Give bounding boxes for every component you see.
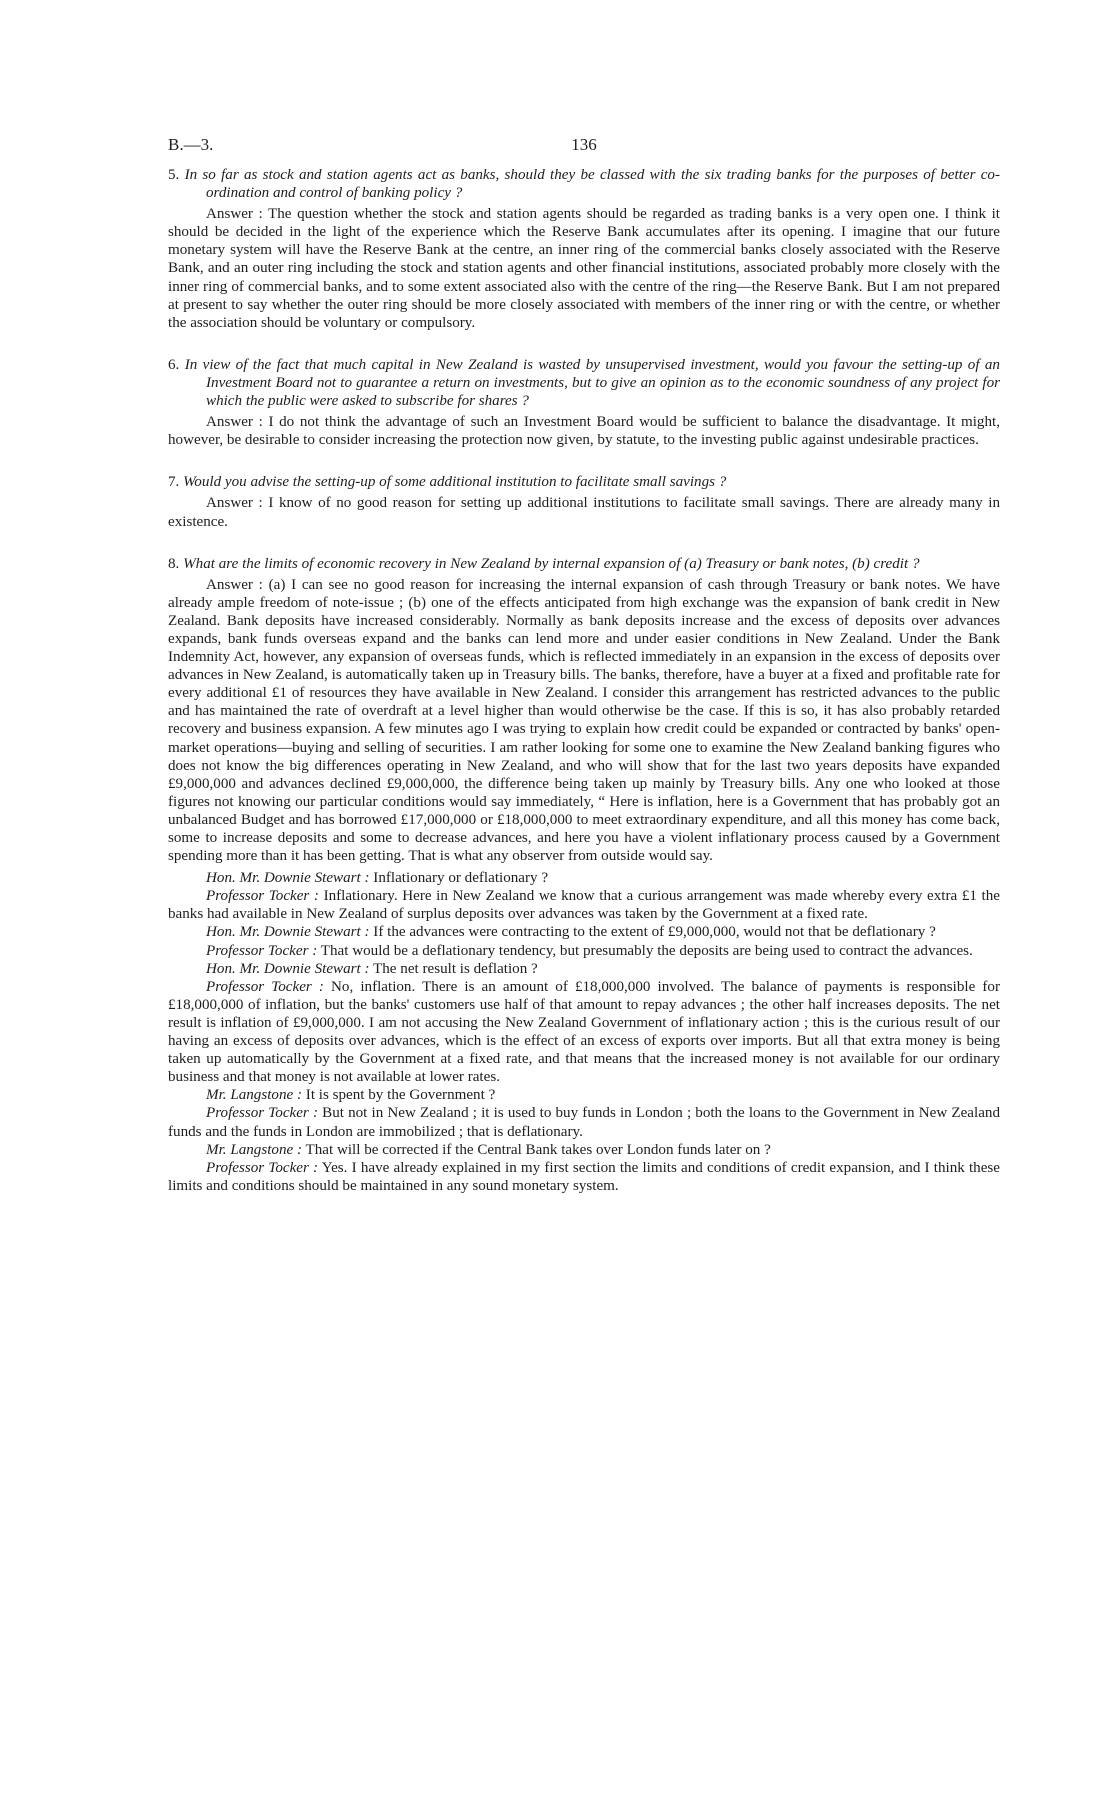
dialogue-text: But not in New Zealand ; it is used to buy funds in London ; both the loans to the Government in New Zealand funds and the funds in London are immobilized ; that is deflationary. — [168, 1105, 1000, 1140]
answer-text: I know of no good reason for setting up additional institutions to facilitate small savings. There are already many in existence. — [168, 495, 1000, 530]
dialogue-line — [168, 978, 1000, 1087]
document-page — [168, 132, 1000, 1195]
dialogue-text: If the advances were contracting to the extent of £9,000,000, would not that be deflationary ? — [373, 924, 936, 941]
dialogue-text: Inflationary. Here in New Zealand we know that a curious arrangement was made whereby every extra £1 the banks had available in New Zealand of surplus deposits over advances was taken by the Government at a fixed rate. — [168, 888, 1000, 923]
dialogue-text: The net result is deflation ? — [373, 960, 538, 977]
speaker-name: Professor Tocker : — [206, 942, 318, 959]
speaker-name: Mr. Langstone : — [206, 1141, 303, 1158]
dialogue-line — [168, 960, 1000, 978]
dialogue-line — [168, 1104, 1000, 1140]
speaker-name: Hon. Mr. Downie Stewart : — [206, 870, 370, 887]
dialogue-text: Inflationary or deflationary ? — [373, 870, 549, 887]
dialogue-text: No, inflation. There is an amount of £18,000,000 involved. The balance of payments is responsible for £18,000,000 of inflation, but the banks' customers use half of that amount to repay advances ; the other half increases deposits. The net result is inflation of £9,000,000. I am not accusing the New Zealand Government of inflationary action ; this is the curious result of our having an excess of deposits over advances, which is the effect of an excess of exports over imports. But all that extra money is being taken up automatically by the Government at a fixed rate, and that means that the increased money is not available for our ordinary business and that money is not available at lower rates. — [168, 978, 1000, 1086]
dialogue-line — [168, 923, 1000, 941]
question-number: 8. — [168, 555, 180, 572]
dialogue-line — [168, 869, 1000, 887]
answer-label: Answer : — [206, 495, 263, 512]
speaker-name: Professor Tocker : — [206, 1105, 318, 1122]
answer-label: Answer : — [206, 576, 263, 593]
question-6 — [168, 356, 1000, 410]
question-text: What are the limits of economic recovery in New Zealand by internal expansion of (a) Treasury or bank notes, (b) credit ? — [183, 555, 920, 572]
page-header — [168, 132, 1000, 166]
question-text: In view of the fact that much capital in New Zealand is wasted by unsupervised investment, would you favour the setting-up of an Investment Board not to guarantee a return on investments, but to give an opinion as to the economic soundness of any project for which the public were asked to subscribe for shares ? — [184, 356, 1000, 410]
dialogue-line — [168, 887, 1000, 923]
dialogue-line — [168, 1141, 1000, 1159]
page-number: 136 — [571, 135, 597, 154]
speaker-name: Professor Tocker : — [206, 1159, 319, 1176]
answer-6 — [168, 413, 1000, 449]
question-text: Would you advise the setting-up of some additional institution to facilitate small savings ? — [183, 474, 727, 491]
dialogue-line — [168, 1159, 1000, 1195]
answer-text: (a) I can see no good reason for increasing the internal expansion of cash through Treasury or bank notes. We have already ample freedom of note-issue ; (b) one of the effects anticipated from high exchange was the expansion of bank credit in New Zealand. Bank deposits have increased considerably. Normally as bank deposits increase and the excess of deposits over advances expands, bank funds overseas expand and the banks can lend more and under easier conditions in New Zealand. Under the Bank Indemnity Act, however, any expansion of overseas funds, which is reflected immediately in an expansion in the excess of deposits over advances in New Zealand, is automatically taken up in Treasury bills. The banks, therefore, have a buyer at a fixed and profitable rate for every additional £1 of resources they have available in New Zealand. I consider this arrangement has restricted advances to the public and has maintained the rate of overdraft at a level higher than would otherwise be the case. If this is so, it has also probably retarded recovery and business expansion. A few minutes ago I was trying to explain how credit could be expanded or contracted by banks' open-market operations—buying and selling of securities. I am rather looking for some one to examine the New Zealand banking figures who does not know the big differences operating in New Zealand, and who will show that for the last two years deposits have expanded £9,000,000 and advances declined £9,000,000, the difference being taken up mainly by Treasury bills. Any one who looked at those figures not knowing our particular conditions would say immediately, “ Here is inflation, here is a Government that has probably got an unbalanced Budget and has borrowed £17,000,000 or £18,000,000 to meet extraordinary expenditure, and all this money has come back, some to increase deposits and some to decrease advances, and here you have a violent inflationary process caused by a Government spending more than it has been getting. That is what any observer from outside would say. — [168, 576, 1000, 865]
document-reference: B.—3. — [168, 135, 214, 154]
dialogue-text: That will be corrected if the Central Bank takes over London funds later on ? — [305, 1141, 771, 1158]
question-7 — [168, 473, 1000, 491]
answer-text: The question whether the stock and station agents should be regarded as trading banks is a very open one. I think it should be decided in the light of the experience which the Reserve Bank accumulates after its opening. I imagine that our future monetary system will have the Reserve Bank at the centre, an inner ring of the commercial banks closely associated with the Reserve Bank, and an outer ring including the stock and station agents and other financial institutions, associated probably more closely with the inner ring of commercial banks, and to some extent associated also with the centre of the ring—the Reserve Bank. But I am not prepared at present to say whether the outer ring should be more closely associated with members of the inner ring or with the centre, or whether the association should be voluntary or compulsory. — [168, 206, 1000, 331]
speaker-name: Hon. Mr. Downie Stewart : — [206, 924, 370, 941]
question-number: 5. — [168, 167, 180, 183]
answer-label: Answer : — [206, 414, 263, 431]
speaker-name: Professor Tocker : — [206, 978, 324, 995]
answer-7 — [168, 494, 1000, 530]
dialogue-text: It is spent by the Government ? — [305, 1087, 496, 1104]
dialogue-line — [168, 942, 1000, 960]
question-text: In so far as stock and station agents act as banks, should they be classed with the six trading banks for the purposes of better co-ordination and control of banking policy ? — [184, 167, 1000, 202]
question-8 — [168, 555, 1000, 573]
question-number: 7. — [168, 474, 180, 491]
question-number: 6. — [168, 356, 180, 373]
answer-8 — [168, 576, 1000, 866]
speaker-name: Hon. Mr. Downie Stewart : — [206, 960, 370, 977]
answer-text: I do not think the advantage of such an Investment Board would be sufficient to balance the disadvantage. It might, however, be desirable to consider increasing the protection now given, by statute, to the investing public against undesirable practices. — [168, 414, 1000, 449]
dialogue-text: That would be a deflationary tendency, but presumably the deposits are being used to contract the advances. — [320, 942, 973, 959]
answer-5 — [168, 205, 1000, 332]
speaker-name: Professor Tocker : — [206, 888, 319, 905]
dialogue-line — [168, 1086, 1000, 1104]
answer-label: Answer : — [206, 206, 263, 223]
dialogue-text: Yes. I have already explained in my first section the limits and conditions of credit expansion, and I think these limits and conditions should be maintained in any sound monetary system. — [168, 1159, 1001, 1194]
question-5 — [168, 166, 1000, 202]
speaker-name: Mr. Langstone : — [206, 1087, 303, 1104]
